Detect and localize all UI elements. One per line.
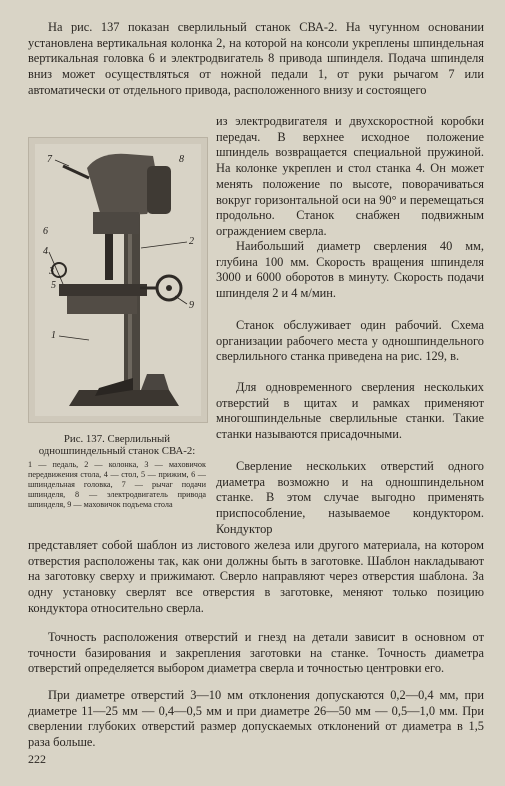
paragraph-6: Точность расположения отверстий и гнезд на детали зависит в основном от точности базирования и закрепления заготовки на станке. Точность диаметра отверстий определяется выбором диаметра сверла и точностью центровки его. — [28, 630, 484, 676]
label-3: 3 — [49, 266, 54, 277]
label-7: 7 — [47, 154, 52, 165]
paragraph-1: На рис. 137 показан сверлильный станок СВА-2. На чугунном основании установлена вертикальная колонка 2, на которой на консоли укреплены шпиндельная вертикальная головка 6 и электродвигатель 8 привода шпинделя. Подача шпинделя вниз может осуществляться от ножной педали 1, от руки рычагом 7 или автоматически от отдельного привода, расположенного внизу и состоящего — [28, 20, 484, 97]
page-number: 222 — [28, 752, 46, 766]
label-5: 5 — [51, 280, 56, 291]
paragraph-3: Станок обслуживает один рабочий. Схема организации рабочего места у одношпиндельного сверлильного станка приведена на рис. 129, в. — [216, 318, 484, 364]
paragraph-1-continued: из электродвигателя и двухскоростной коробки передач. В верхнее исходное положение шпиндель возвращается специальной пружиной. На колонке укреплен и стол станка 4. Он может менять положение по высоте, поворачиваться вокруг горизонтальной оси на 90° и перемещаться продольно. Станок снабжен подвижным ограждением сверла. — [216, 114, 484, 238]
label-2: 2 — [189, 236, 194, 247]
figure-legend: 1 — педаль, 2 — колонка, 3 — маховичок передвижения стола, 4 — стол, 5 — прижим, 6 — шпиндельная головка, 7 — рычаг подачи шпинделя, 8 — электродвигатель привода шпинделя, 9 — маховичок подъема стола — [28, 460, 206, 509]
paragraph-7: При диаметре отверстий 3—10 мм отклонения допускаются 0,2—0,4 мм, при диаметре 11—25 мм — 0,4—0,5 мм и при диаметре 26—50 мм — 0,5—1,0 мм. При сверлении глубоких отверстий размер допускаемых отклонений от диаметра в 1,5 раза больше. — [28, 688, 484, 750]
figure-137-photo — [28, 137, 208, 423]
paragraph-4: Для одновременного сверления нескольких отверстий в щитах и рамках применяют многошпиндельные сверлильные станки. Такие станки называются присадочными. — [216, 380, 484, 442]
label-6: 6 — [43, 226, 48, 237]
label-4: 4 — [43, 246, 48, 257]
label-8: 8 — [179, 154, 184, 165]
paragraph-5: Сверление нескольких отверстий одного диаметра возможно и на одношпиндельном станке. В этом случае выгодно применять приспособление, называемое кондуктором. Кондуктор — [216, 459, 484, 536]
label-1: 1 — [51, 330, 56, 341]
figure-caption: Рис. 137. Сверлильный одношпиндельный станок СВА-2: — [38, 433, 196, 457]
drilling-machine-illustration — [29, 138, 207, 422]
paragraph-5-continued: представляет собой шаблон из листового железа или другого материала, на котором отверстия расположены так, как они должны быть в заготовке. Шаблон накладывают на заготовку сверху и прижимают. Сверло направляют через отверстия шаблона. За одну установку сверлят все отверстия в заготовке, меняют только позицию кондуктора относительно сверла. — [28, 538, 484, 615]
label-9: 9 — [189, 300, 194, 311]
paragraph-2: Наибольший диаметр сверления 40 мм, глубина 100 мм. Скорость вращения шпинделя 3000 и 6000 оборотов в минуту. Скорость подачи шпинделя 2 и 4 м/мин. — [216, 239, 484, 301]
